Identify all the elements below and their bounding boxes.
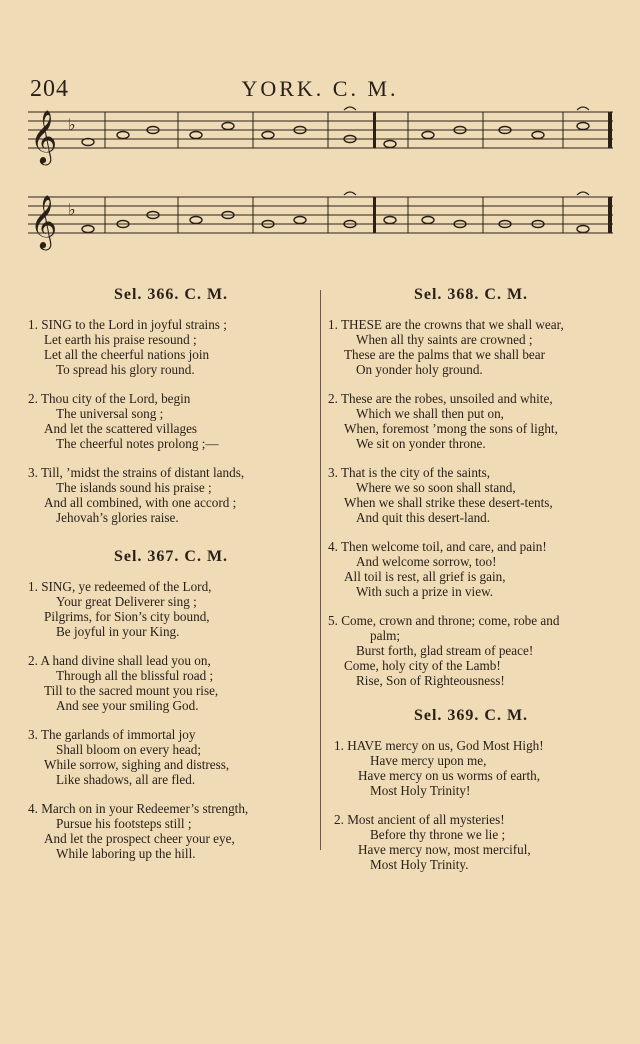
verse-line: And let the prospect cheer your eye, bbox=[44, 831, 235, 846]
stanza bbox=[326, 539, 616, 599]
verse-line: And quit this desert-land. bbox=[356, 510, 491, 525]
verse-line: Pilgrims, for Sion’s city bound, bbox=[44, 609, 210, 624]
stanza bbox=[26, 317, 316, 377]
stanza bbox=[26, 727, 316, 787]
verse-line: Have mercy now, most merciful, bbox=[358, 842, 531, 857]
verse-line: All toil is rest, all grief is gain, bbox=[344, 569, 506, 584]
verse-line: 4. March on in your Redeemer’s strength, bbox=[28, 801, 249, 816]
verse-line: Like shadows, all are fled. bbox=[56, 772, 196, 787]
page-number: 204 bbox=[30, 76, 69, 102]
verse-line: When we shall strike these desert-tents, bbox=[344, 495, 553, 510]
verse-line: 1. HAVE mercy on us, God Most High! bbox=[334, 738, 544, 753]
verse-line: Where we so soon shall stand, bbox=[356, 480, 516, 495]
verse-line: Have mercy on us worms of earth, bbox=[358, 768, 541, 783]
verse-line: 3. Till, ’midst the strains of distant lands, bbox=[28, 465, 245, 480]
stanza bbox=[326, 812, 616, 872]
verse-line: The universal song ; bbox=[56, 406, 164, 421]
selection-heading: Sel. 369. C. M. bbox=[413, 707, 529, 724]
stanza bbox=[26, 801, 316, 861]
selection-366 bbox=[26, 285, 316, 525]
verse-line: On yonder holy ground. bbox=[356, 362, 483, 377]
stanza bbox=[326, 738, 616, 798]
svg-text:𝄞: 𝄞 bbox=[30, 109, 58, 163]
verse-line: 1. SING to the Lord in joyful strains ; bbox=[28, 317, 227, 332]
verse-line: And let the scattered villages bbox=[44, 421, 198, 436]
selection-heading: Sel. 366. C. M. bbox=[113, 286, 229, 303]
verse-line: We sit on yonder throne. bbox=[356, 436, 486, 451]
verse-line: 4. Then welcome toil, and care, and pain! bbox=[328, 539, 547, 554]
stanza bbox=[26, 391, 316, 451]
verse-line: When, foremost ’mong the sons of light, bbox=[344, 421, 558, 436]
verse-line: 2. Most ancient of all mysteries! bbox=[334, 812, 505, 827]
left-column bbox=[26, 285, 316, 875]
verse-line: And see your smiling God. bbox=[56, 698, 199, 713]
verse-line: While sorrow, sighing and distress, bbox=[44, 757, 230, 772]
verse-line: Which we shall then put on, bbox=[356, 406, 504, 421]
verse-line: Have mercy upon me, bbox=[370, 753, 487, 768]
verse-line: Come, holy city of the Lamb! bbox=[344, 658, 501, 673]
verse-line: These are the palms that we shall bear bbox=[344, 347, 546, 362]
verse-line: And welcome sorrow, too! bbox=[356, 554, 497, 569]
verse-line: Let all the cheerful nations join bbox=[44, 347, 210, 362]
stanza bbox=[26, 653, 316, 713]
verse-line: 1. THESE are the crowns that we shall wear, bbox=[328, 317, 564, 332]
verse-line: 1. SING, ye redeemed of the Lord, bbox=[28, 579, 212, 594]
selection-367 bbox=[26, 547, 316, 861]
verse-line: 5. Come, crown and throne; come, robe and bbox=[328, 613, 560, 628]
music-staff-treble bbox=[28, 100, 618, 170]
selection-heading: Sel. 367. C. M. bbox=[113, 548, 229, 565]
verse-line: To spread his glory round. bbox=[56, 362, 195, 377]
verse-line: 3. The garlands of immortal joy bbox=[28, 727, 196, 742]
tune-title: YORK. C. M. bbox=[241, 76, 399, 101]
right-column bbox=[326, 285, 616, 886]
stanza bbox=[326, 317, 616, 377]
svg-text:𝄞: 𝄞 bbox=[30, 194, 58, 248]
verse-line: Rise, Son of Righteousness! bbox=[356, 673, 505, 688]
verse-line: The cheerful notes prolong ;— bbox=[56, 436, 219, 451]
verse-line: Before thy throne we lie ; bbox=[370, 827, 506, 842]
verse-line: Most Holy Trinity! bbox=[370, 783, 471, 798]
svg-text:♭: ♭ bbox=[68, 115, 76, 134]
verse-line: Be joyful in your King. bbox=[56, 624, 180, 639]
verse-line: Till to the sacred mount you rise, bbox=[44, 683, 219, 698]
verse-line: Through all the blissful road ; bbox=[56, 668, 214, 683]
verse-line: While laboring up the hill. bbox=[56, 846, 196, 861]
stanza bbox=[26, 579, 316, 639]
verse-line: Most Holy Trinity. bbox=[370, 857, 469, 872]
verse-line: When all thy saints are crowned ; bbox=[356, 332, 533, 347]
column-divider bbox=[320, 290, 321, 850]
verse-line: Shall bloom on every head; bbox=[56, 742, 202, 757]
verse-line: Let earth his praise resound ; bbox=[44, 332, 197, 347]
verse-line: With such a prize in view. bbox=[356, 584, 494, 599]
selection-368 bbox=[326, 285, 616, 688]
music-staff-bass bbox=[28, 185, 618, 255]
stanza bbox=[326, 465, 616, 525]
stanza bbox=[326, 613, 616, 688]
svg-text:♭: ♭ bbox=[68, 200, 76, 219]
stanza bbox=[26, 465, 316, 525]
selection-369 bbox=[326, 706, 616, 872]
verse-line: 2. Thou city of the Lord, begin bbox=[28, 391, 191, 406]
verse-line: Jehovah’s glories raise. bbox=[56, 510, 179, 525]
verse-line: And all combined, with one accord ; bbox=[44, 495, 237, 510]
verse-line: The islands sound his praise ; bbox=[56, 480, 212, 495]
verse-line: 3. That is the city of the saints, bbox=[328, 465, 491, 480]
verse-line: Your great Deliverer sing ; bbox=[56, 594, 197, 609]
verse-line: Burst forth, glad stream of peace! bbox=[356, 643, 534, 658]
verse-line: 2. A hand divine shall lead you on, bbox=[28, 653, 211, 668]
selection-heading: Sel. 368. C. M. bbox=[413, 286, 529, 303]
verse-line: 2. These are the robes, unsoiled and white, bbox=[328, 391, 553, 406]
verse-line: Pursue his footsteps still ; bbox=[56, 816, 192, 831]
stanza bbox=[326, 391, 616, 451]
verse-line: palm; bbox=[370, 628, 401, 643]
